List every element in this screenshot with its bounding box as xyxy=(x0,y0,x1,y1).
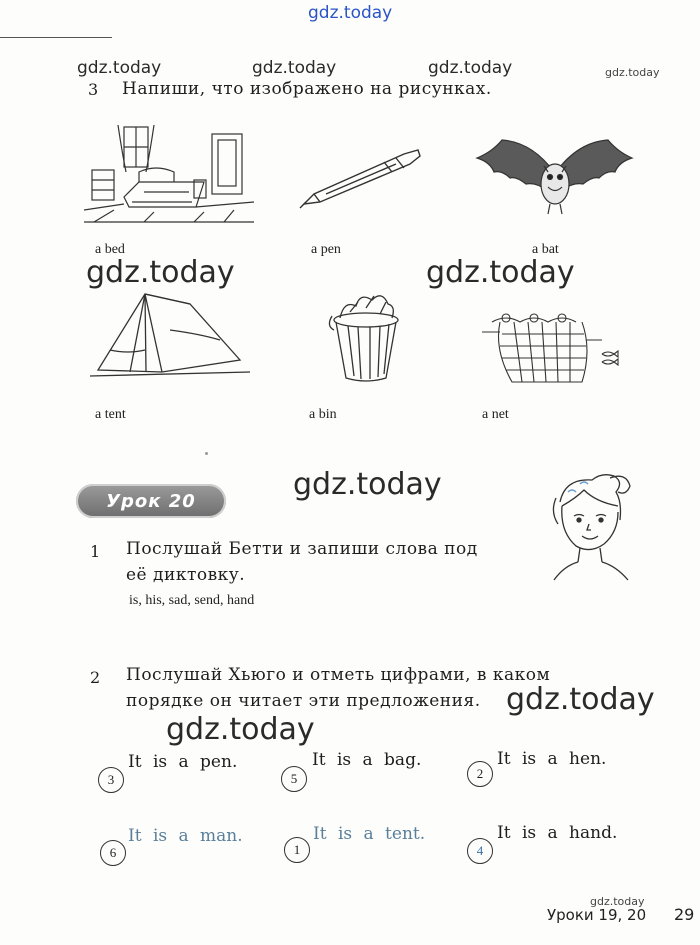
watermark-small: gdz.today xyxy=(428,58,513,78)
task3-instruction: Напиши, что изображено на рисунках. xyxy=(122,79,492,99)
answer-tent: a tent xyxy=(95,407,126,422)
answer-bed: a bed xyxy=(95,242,125,257)
task1-instruction-line1: Послушай Бетти и запиши слова под xyxy=(126,539,478,559)
sentence-hen: It is a hen. xyxy=(497,749,607,769)
watermark-small: gdz.today xyxy=(605,66,660,79)
header-rule xyxy=(0,37,112,38)
order-circle[interactable]: 6 xyxy=(100,840,126,866)
watermark-large: gdz.today xyxy=(426,255,575,290)
sentence-man: It is a man. xyxy=(128,826,243,846)
bin-picture xyxy=(326,286,406,386)
answer-net: a net xyxy=(482,407,509,422)
watermark-small: gdz.today xyxy=(77,58,162,78)
task1-answer: is, his, sad, send, hand xyxy=(129,593,255,608)
pen-picture xyxy=(296,142,426,212)
watermark-top: gdz.today xyxy=(308,3,393,23)
order-circle[interactable]: 2 xyxy=(467,761,493,787)
lesson-badge: Урок 20 xyxy=(76,484,226,518)
order-circle[interactable]: 1 xyxy=(284,837,310,863)
sentence-pen: It is a pen. xyxy=(128,752,238,772)
task3-number: 3 xyxy=(88,80,99,99)
sentence-hand: It is a hand. xyxy=(497,823,618,843)
net-picture xyxy=(482,310,632,390)
sentence-bag: It is a bag. xyxy=(312,750,422,770)
footer-lessons: Уроки 19, 20 xyxy=(547,906,647,924)
girl-picture xyxy=(540,472,640,582)
watermark-footer: gdz.today xyxy=(590,895,645,908)
tent-picture xyxy=(90,290,250,382)
order-circle[interactable]: 5 xyxy=(281,766,307,792)
answer-pen: a pen xyxy=(311,242,341,257)
task1-number: 1 xyxy=(90,542,101,561)
sentence-tent: It is a tent. xyxy=(313,824,426,844)
answer-bin: a bin xyxy=(309,407,337,422)
task2-instruction-line1: Послушай Хьюго и отметь цифрами, в каком xyxy=(126,665,551,685)
task1-instruction-line2: её диктовку. xyxy=(126,565,246,585)
task2-number: 2 xyxy=(90,668,101,687)
answer-bat: a bat xyxy=(532,242,559,257)
watermark-large: gdz.today xyxy=(293,467,442,502)
page-number: 29 xyxy=(674,905,695,924)
order-circle[interactable]: 3 xyxy=(98,767,124,793)
bedroom-picture xyxy=(84,122,254,232)
watermark-small: gdz.today xyxy=(252,58,337,78)
order-circle[interactable]: 4 xyxy=(467,838,493,864)
watermark-large: gdz.today xyxy=(86,255,235,290)
task2-instruction-line2: порядке он читает эти предложения. xyxy=(126,691,481,711)
watermark-large: gdz.today xyxy=(166,712,315,747)
bat-picture xyxy=(472,132,637,227)
speck xyxy=(205,452,208,455)
watermark-large: gdz.today xyxy=(506,682,655,717)
